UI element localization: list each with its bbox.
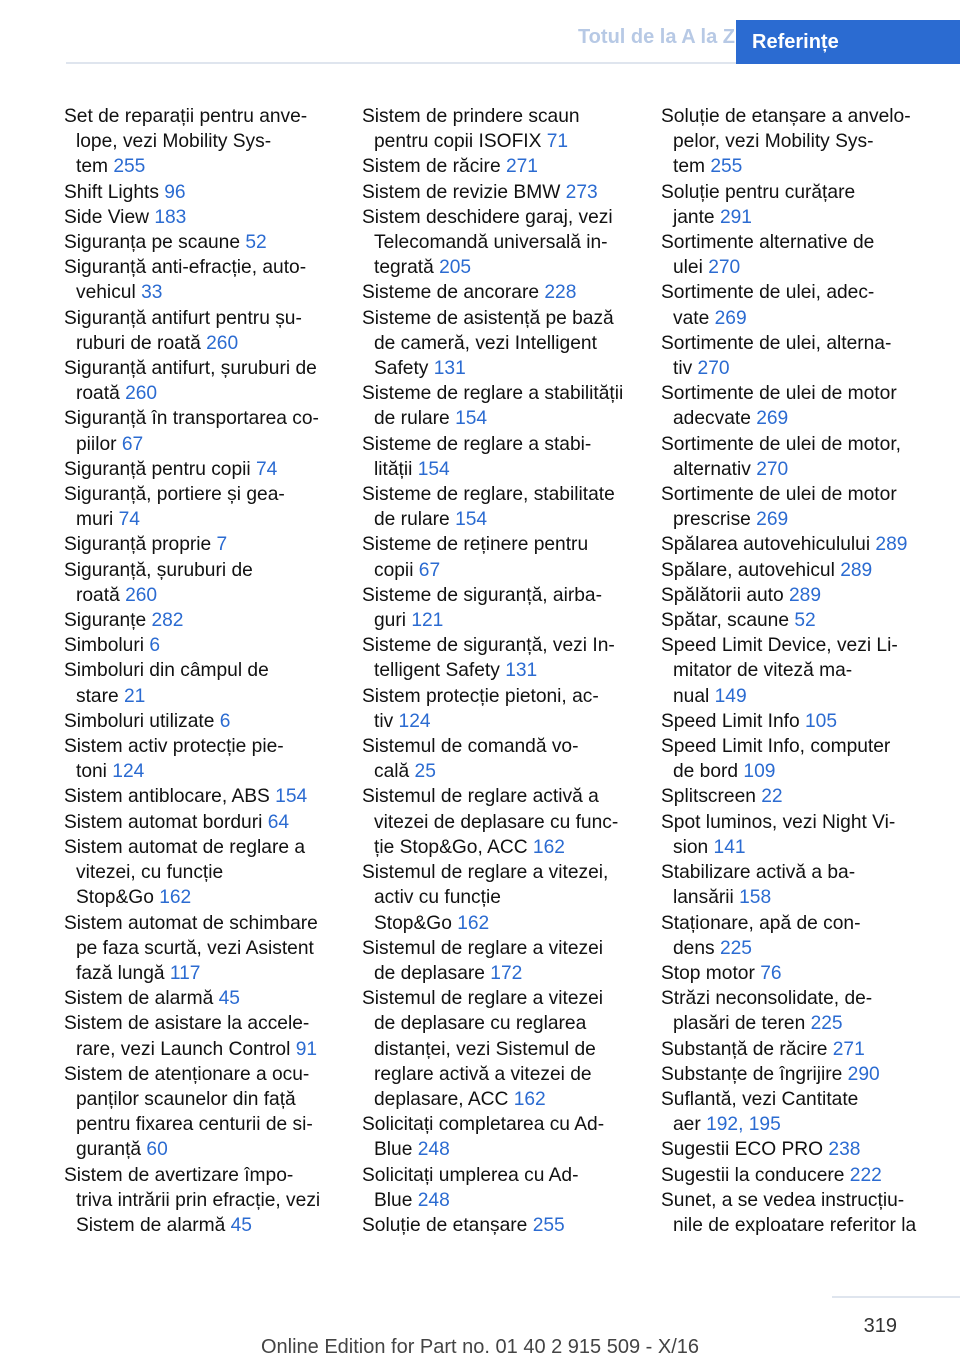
page-reference-link[interactable]: 273	[565, 181, 598, 203]
page-reference-link[interactable]: 289	[875, 534, 908, 556]
index-entry	[661, 1137, 931, 1162]
index-entry	[64, 633, 334, 658]
index-entry	[661, 583, 931, 608]
entry-term: Sisteme de siguranță, airba- guri	[362, 584, 602, 632]
entry-term: Sistemul de reglare a vitezei de deplasare cu reglarea distanței, vezi Sistemul de reglare activă a vitezei de deplasare, ACC	[362, 988, 604, 1110]
index-entry	[661, 482, 931, 532]
page-reference-link[interactable]: 7	[216, 534, 228, 556]
entry-term: Speed Limit Device, vezi Li- mitator de viteză ma- nual	[661, 635, 898, 707]
page-reference-link[interactable]: 238	[828, 1139, 861, 1161]
page-reference-link[interactable]: 117	[169, 962, 201, 984]
index-entry	[64, 230, 334, 255]
entry-term: Sistemul de comandă vo- cală	[362, 736, 579, 783]
entry-term: Substanță de răcire	[661, 1038, 833, 1060]
entry-term: Sortimente de ulei de motor adecvate	[661, 383, 897, 430]
page-reference-link[interactable]: 271	[505, 156, 538, 178]
entry-term: Sortimente de ulei, adec- vate	[661, 282, 875, 329]
entry-term: Sisteme de reglare a stabi- lității	[362, 433, 592, 480]
page-number: 319	[863, 1315, 897, 1337]
index-entry	[64, 406, 334, 456]
index-entry	[362, 154, 632, 179]
entry-term: Sistem de prindere scaun pentru copii ISOFIX	[362, 106, 580, 153]
index-entry	[64, 835, 334, 911]
entry-term: Speed Limit Info, computer de bord	[661, 736, 891, 783]
index-entry	[661, 810, 931, 860]
entry-term: Sistem automat de reglare a vitezei, cu funcție Stop&Go	[64, 836, 306, 909]
page-reference-link[interactable]: 45	[230, 1214, 252, 1236]
page-reference-link[interactable]: 121	[411, 610, 444, 632]
index-entry	[64, 658, 334, 708]
entry-term: Sistem de răcire	[362, 156, 506, 178]
entry-term: Sistemul de reglare a vitezei de deplasare	[362, 937, 604, 984]
index-entry	[362, 633, 632, 683]
index-entry	[64, 532, 334, 557]
index-entry	[64, 608, 334, 633]
index-entry	[64, 255, 334, 305]
entry-term: Solicitați completarea cu Ad- Blue	[362, 1114, 605, 1161]
entry-term: Soluție de etanșare a anvelo- pelor, vezi Mobility Sys- tem	[661, 106, 911, 178]
page-reference-link[interactable]: 154	[417, 458, 450, 480]
entry-term: Suflantă, vezi Cantitate aer	[661, 1088, 859, 1136]
entry-term: Spătar, scaune	[661, 610, 795, 632]
page-reference-link[interactable]: 60	[146, 1139, 168, 1161]
page-reference-link[interactable]: 22	[761, 786, 783, 808]
entry-term: Sistem de atenționare a ocu- panților scaunelor din față pentru fixarea centurii de si- guranță	[64, 1063, 313, 1161]
index-entry	[362, 860, 632, 936]
page-reference-link[interactable]: 64	[267, 811, 290, 833]
entry-term: Simboluri utilizate	[64, 710, 220, 732]
page-reference-link[interactable]: 225	[810, 1013, 843, 1035]
index-entry	[661, 961, 931, 986]
page-reference-link[interactable]: 96	[164, 181, 186, 203]
page-reference-link[interactable]: 6	[219, 710, 231, 732]
index-entry	[362, 432, 632, 482]
page-reference-link[interactable]: 255	[710, 156, 743, 178]
page-reference-link[interactable]: 25	[414, 761, 436, 783]
entry-term: Spălătorii auto	[661, 584, 789, 606]
index-entry	[362, 306, 632, 382]
page-reference-link[interactable]: 109	[743, 761, 776, 783]
index-entry	[64, 482, 334, 532]
index-entry	[64, 306, 334, 356]
index-entry	[661, 558, 931, 583]
entry-term: Sistem de alarmă	[64, 988, 219, 1010]
section-tab	[736, 20, 960, 64]
page-reference-link[interactable]: 105	[805, 710, 838, 732]
page-reference-link[interactable]: 162	[513, 1088, 546, 1110]
page-reference-link[interactable]: 248	[417, 1189, 450, 1211]
index-entry	[64, 457, 334, 482]
page-reference-link[interactable]: 172	[490, 962, 523, 984]
page-reference-link[interactable]: 6	[149, 635, 160, 657]
entry-term: Stop motor	[661, 962, 761, 984]
page-reference-link[interactable]: 260	[125, 383, 158, 405]
index-entry	[64, 734, 334, 784]
index-entry	[64, 784, 334, 809]
index-entry	[64, 356, 334, 406]
entry-term: Sistem de asistare la accele- rare, vezi Launch Control	[64, 1013, 310, 1060]
entry-term: Sunet, a se vedea instrucțiu- nile de exploatare referitor la	[661, 1189, 917, 1236]
entry-term: Sortimente de ulei, alterna- tiv	[661, 332, 892, 380]
page-reference-link[interactable]: 271	[832, 1038, 865, 1060]
index-entry	[661, 633, 931, 709]
page-reference-link[interactable]: 269	[714, 307, 747, 329]
index-entry	[362, 280, 632, 305]
index-entry	[362, 381, 632, 431]
entry-term: Speed Limit Info	[661, 710, 805, 732]
index-entry	[661, 331, 931, 381]
page-reference-link[interactable]: 255	[113, 156, 146, 178]
index-entry	[661, 180, 931, 230]
entry-term: Sistem deschidere garaj, vezi Telecomandă universală in- tegrată	[362, 206, 613, 279]
page-reference-link[interactable]: 141	[713, 836, 746, 858]
page-reference-link[interactable]: 162	[532, 836, 565, 858]
index-entry	[661, 911, 931, 961]
footer-rule	[832, 1296, 960, 1298]
edition-note: Online Edition for Part no. 01 40 2 915 509 - X/16	[260, 1336, 700, 1358]
entry-term: Sistem protecție pietoni, ac- tiv	[362, 685, 599, 732]
page-reference-link[interactable]: 248	[417, 1139, 450, 1161]
index-entry	[661, 532, 931, 557]
entry-term: Substanțe de îngrijire	[661, 1063, 848, 1085]
page-reference-link[interactable]: 162	[159, 887, 192, 909]
index-entry	[661, 1188, 931, 1238]
entry-term: Sistem automat borduri	[64, 811, 268, 833]
entry-term: Spălare, autovehicul	[661, 559, 841, 581]
index-entry	[64, 911, 334, 987]
index-entry	[64, 1163, 334, 1239]
page-reference-link[interactable]: 270	[697, 358, 730, 380]
page-reference-link[interactable]: 149	[714, 685, 747, 707]
index-entry	[362, 205, 632, 281]
index-column-2	[362, 104, 632, 1238]
page-reference-link[interactable]: 290	[847, 1063, 880, 1085]
index-entry	[362, 583, 632, 633]
index-entry	[362, 1213, 632, 1238]
page-reference-link[interactable]: 291	[719, 206, 752, 228]
entry-term: Sistem antiblocare, ABS	[64, 786, 276, 808]
entry-term: Sisteme de reglare a stabilității de rulare	[362, 383, 624, 430]
section-title: Totul de la A la Z	[577, 26, 735, 48]
page-reference-link[interactable]: 52	[794, 610, 816, 632]
index-entry	[362, 684, 632, 734]
index-entry	[661, 709, 931, 734]
page-reference-link[interactable]: 154	[455, 408, 488, 430]
entry-term: Splitscreen	[661, 786, 762, 808]
page-reference-link[interactable]: 228	[544, 282, 577, 304]
page-reference-link[interactable]: 289	[840, 559, 873, 581]
entry-term: Soluție de etanșare	[362, 1214, 533, 1236]
entry-term: Sisteme de ancorare	[362, 282, 545, 304]
index-entry	[64, 205, 334, 230]
entry-term: Shift Lights	[64, 181, 165, 203]
entry-term: Spălarea autovehiculului	[661, 534, 876, 556]
index-entry	[362, 784, 632, 860]
entry-term: Sortimente de ulei de motor, alternativ	[661, 433, 901, 480]
page-reference-link[interactable]: 67	[418, 559, 441, 581]
entry-term: Sistem de revizie BMW	[362, 181, 566, 203]
entry-term: Siguranță antifurt pentru șu- ruburi de roată	[64, 307, 302, 354]
section-tab-label: Referințe	[752, 30, 839, 53]
entry-term: Siguranță antifurt, șuruburi de roată	[64, 358, 317, 405]
entry-term: Sisteme de reglare, stabilitate de rulare	[362, 484, 615, 531]
entry-term: Sistemul de reglare activă a vitezei de deplasare cu func- ție Stop&Go, ACC	[362, 786, 619, 858]
page-reference-link[interactable]: 222	[849, 1164, 882, 1186]
page-reference-link[interactable]: 131	[505, 660, 538, 682]
entry-term: Simboluri	[64, 635, 150, 657]
page-reference-link[interactable]: 67	[121, 433, 144, 455]
index-entry	[362, 482, 632, 532]
index-entry	[64, 810, 334, 835]
entry-term: Siguranță anti-efracție, auto- vehicul	[64, 257, 307, 304]
page-reference-link[interactable]: 74	[118, 509, 140, 531]
entry-term: Siguranța pe scaune	[64, 232, 246, 254]
page-reference-link[interactable]: 52	[245, 232, 267, 254]
index-entry	[64, 558, 334, 608]
page-reference-link[interactable]: 74	[256, 458, 278, 480]
index-entry	[64, 180, 334, 205]
index-entry	[64, 1011, 334, 1061]
index-entry	[64, 1062, 334, 1163]
entry-term: Sortimente de ulei de motor prescrise	[661, 484, 897, 531]
page-reference-link[interactable]: 282	[151, 610, 184, 632]
index-entry	[661, 280, 931, 330]
entry-term: Spot luminos, vezi Night Vi- sion	[661, 811, 896, 858]
page-reference-link[interactable]: 270	[756, 458, 789, 480]
entry-term: Sistem de avertizare împo- triva intrării prin efracție, vezi Sistem de alarmă	[64, 1164, 321, 1236]
page-reference-link[interactable]: 183	[154, 206, 187, 228]
page-reference-link[interactable]: 154	[455, 509, 488, 531]
index-entry	[661, 986, 931, 1036]
index-column-3	[661, 104, 931, 1238]
page-reference-link[interactable]: 91	[295, 1038, 318, 1060]
page-reference-link[interactable]: 131	[433, 358, 466, 380]
index-entry	[362, 1112, 632, 1162]
index-entry	[362, 104, 632, 154]
entry-term: Sugestii ECO PRO	[661, 1139, 829, 1161]
entry-term: Sistem automat de schimbare pe faza scurtă, vezi Asistent fază lungă	[64, 912, 318, 984]
page-reference-link[interactable]: 255	[532, 1214, 565, 1236]
page-reference-link[interactable]: 269	[756, 408, 789, 430]
entry-term: Siguranțe	[64, 610, 152, 632]
index-entry	[64, 104, 334, 180]
entry-term: Sisteme de siguranță, vezi In- telligent Safety	[362, 635, 615, 682]
entry-term: Sistem activ protecție pie- toni	[64, 736, 284, 783]
entry-term: Sisteme de asistență pe bază de cameră, vezi Intelligent Safety	[362, 307, 614, 380]
entry-term: Siguranță, șuruburi de roată	[64, 559, 253, 606]
page-reference-link[interactable]: 71	[546, 131, 569, 153]
entry-term: Side View	[64, 206, 155, 228]
entry-term: Sisteme de reținere pentru copii	[362, 534, 589, 581]
index-entry	[661, 860, 931, 910]
page-reference-link[interactable]: 289	[789, 584, 822, 606]
page-reference-link[interactable]: 225	[719, 937, 752, 959]
entry-term: Staționare, apă de con- dens	[661, 912, 861, 959]
page-reference-link[interactable]: 124	[112, 761, 145, 783]
page-reference-link[interactable]: 260	[125, 584, 158, 606]
page-reference-link[interactable]: 270	[708, 257, 741, 279]
entry-term: Siguranță, portiere și gea- muri	[64, 484, 285, 531]
index-entry	[362, 936, 632, 986]
entry-term: Simboluri din câmpul de stare	[64, 660, 269, 707]
page-reference-link[interactable]: 158	[739, 887, 772, 909]
entry-term: Străzi neconsolidate, de- plasări de teren	[661, 988, 873, 1035]
entry-term: Soluție pentru curățare jante	[661, 181, 856, 228]
index-column-1	[64, 104, 334, 1238]
index-entry	[661, 1087, 931, 1137]
page-reference-link[interactable]: 260	[206, 332, 239, 354]
index-entry	[661, 104, 931, 180]
index-entry	[362, 532, 632, 582]
index-entry	[362, 180, 632, 205]
entry-term: Set de reparații pentru anve- lope, vezi Mobility Sys- tem	[64, 106, 308, 178]
entry-term: Siguranță pentru copii	[64, 458, 256, 480]
entry-term: Solicitați umplerea cu Ad- Blue	[362, 1164, 579, 1211]
page-reference-link[interactable]: 76	[760, 962, 782, 984]
page-reference-link[interactable]: 33	[141, 282, 163, 304]
page-reference-link[interactable]: 45	[218, 988, 240, 1010]
index-entry	[362, 1163, 632, 1213]
page-reference-link[interactable]: 269	[756, 509, 789, 531]
page-reference-link[interactable]: 21	[124, 685, 146, 707]
index-entry	[661, 734, 931, 784]
index-entry	[661, 230, 931, 280]
index-entry	[661, 784, 931, 809]
index-entry	[64, 986, 334, 1011]
entry-term: Sortimente alternative de ulei	[661, 232, 875, 279]
index-entry	[661, 608, 931, 633]
page-reference-link[interactable]: 192, 195	[706, 1114, 781, 1136]
index-entry	[362, 986, 632, 1112]
index-entry	[64, 709, 334, 734]
index-entry	[661, 1163, 931, 1188]
index-entry	[661, 432, 931, 482]
index-entry	[661, 1062, 931, 1087]
entry-term: Stabilizare activă a ba- lansării	[661, 862, 856, 909]
page-reference-link[interactable]: 154	[275, 786, 308, 808]
index-entry	[661, 1037, 931, 1062]
page-reference-link[interactable]: 162	[457, 912, 490, 934]
entry-term: Siguranță proprie	[64, 534, 217, 556]
index-entry	[362, 734, 632, 784]
entry-term: Sugestii la conducere	[661, 1164, 850, 1186]
index-entry	[661, 381, 931, 431]
entry-term: Siguranță în transportarea co- piilor	[64, 408, 319, 455]
entry-term: Sistemul de reglare a vitezei, activ cu funcție Stop&Go	[362, 862, 609, 934]
page-reference-link[interactable]: 124	[398, 710, 431, 732]
page-reference-link[interactable]: 205	[439, 257, 472, 279]
